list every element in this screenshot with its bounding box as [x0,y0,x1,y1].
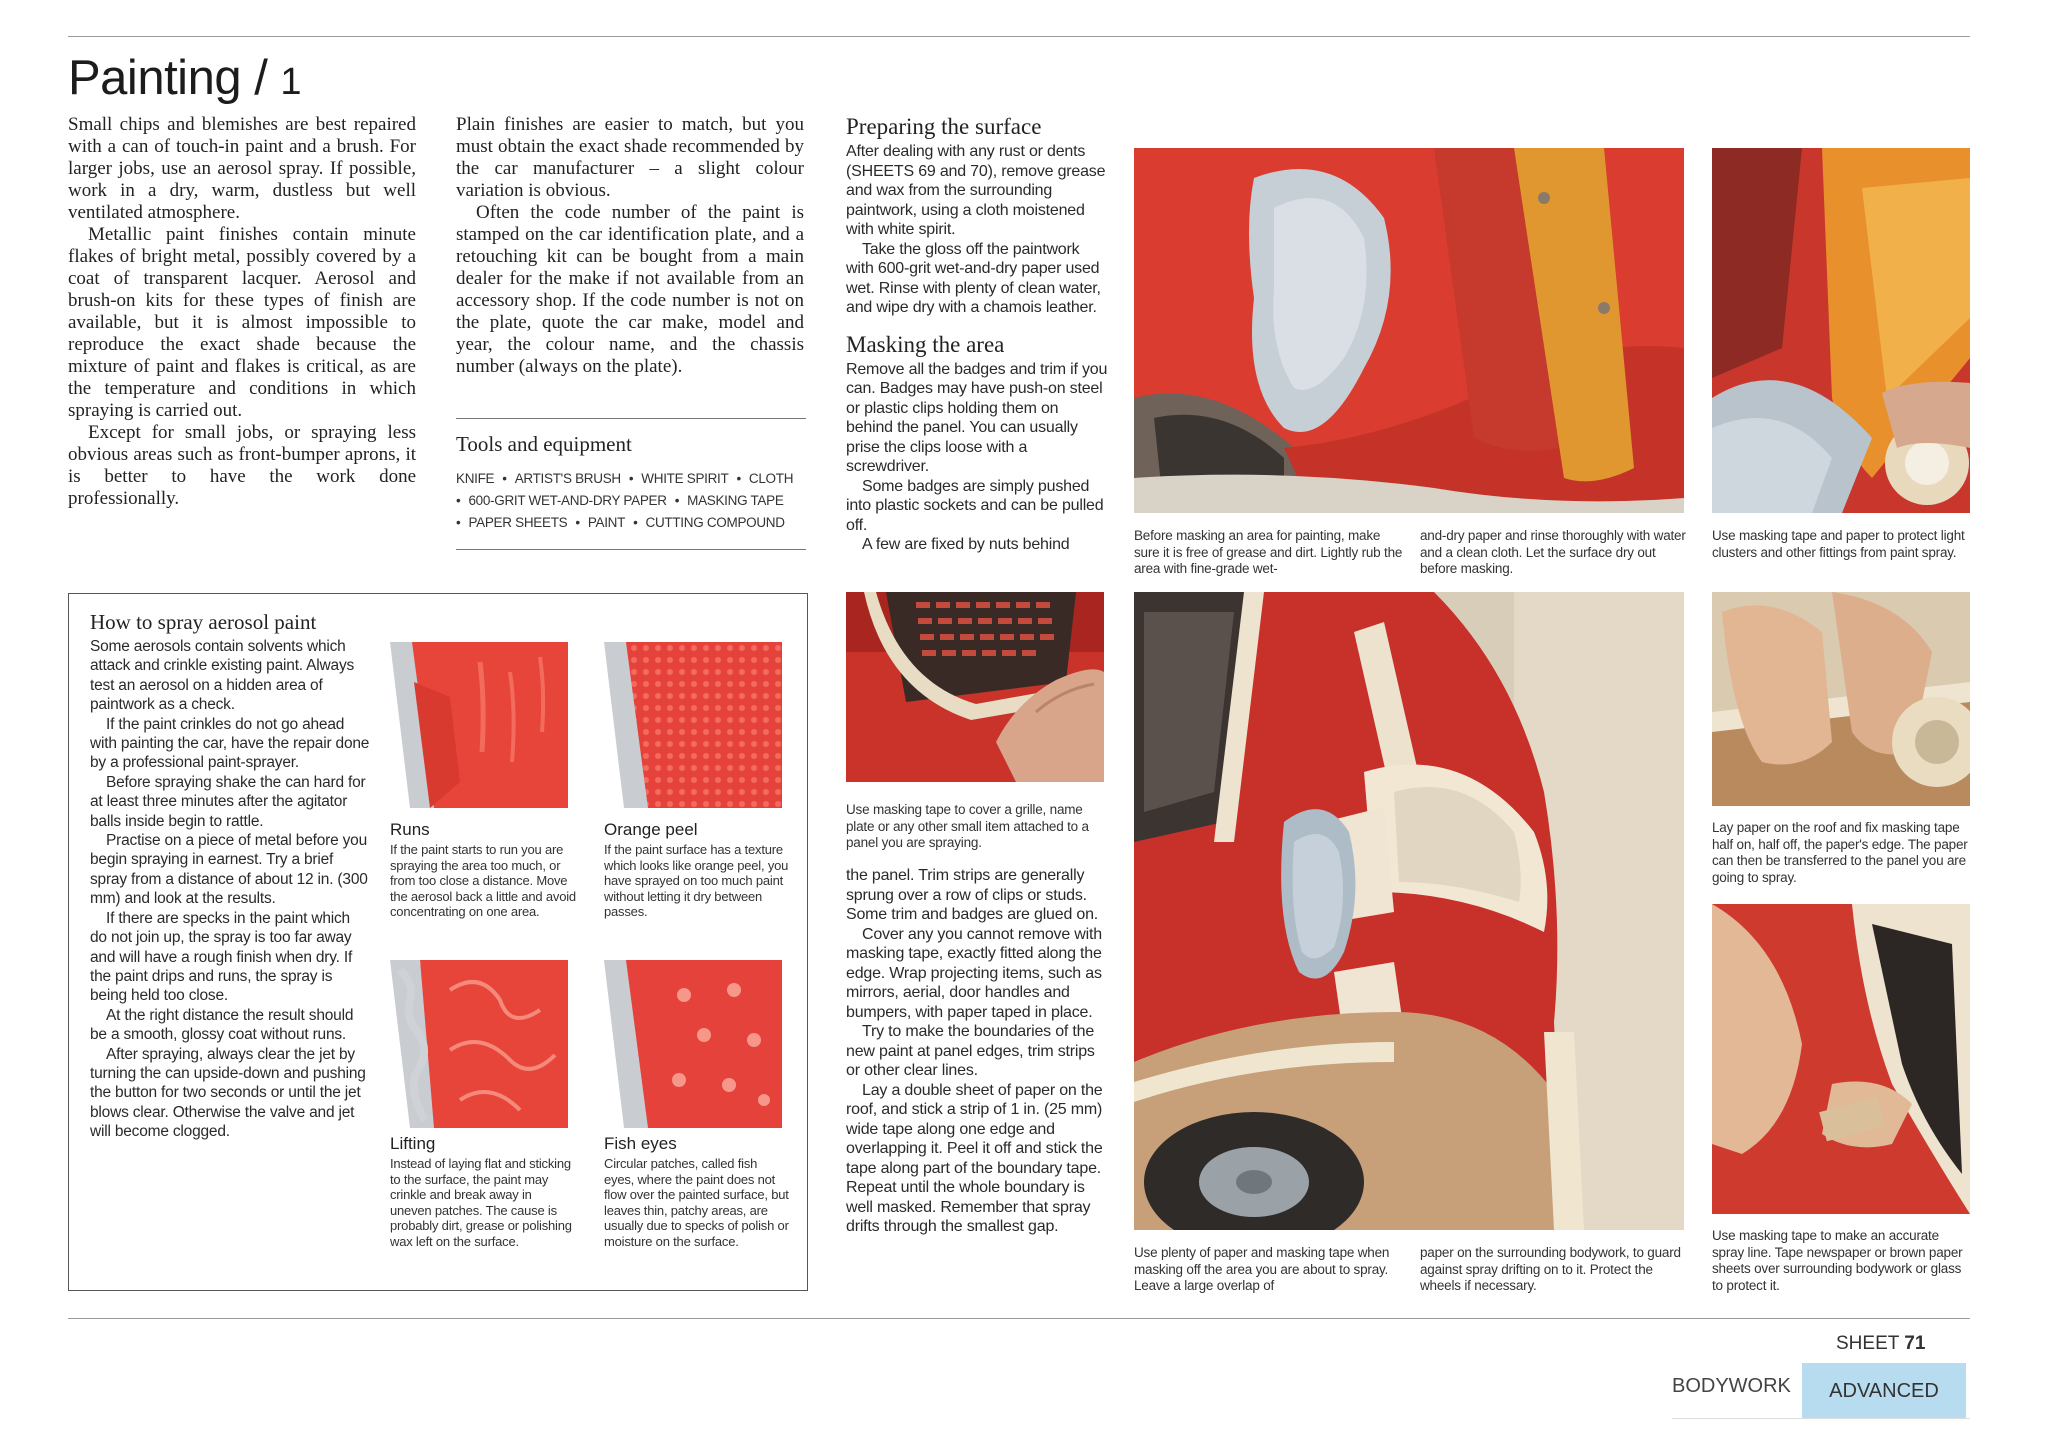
fault-runs [390,820,576,920]
masking-heading: Masking the area [846,331,1005,357]
bottom-rule [68,1318,1970,1319]
wing-caption-part1: Before masking an area for painting, make sure it is free of grease and dirt. Lightly rub the area with fine-grade wet- [1134,528,1403,576]
fault-orange-peel [604,820,790,920]
plain-finishes-text: Plain finishes are easier to match, but you must obtain the exact shade recommended by the car manufacturer – a slight colour variation is obvious. Often the code number of the paint is stamped on the car identification plate, and a retouching kit can be bought from a main dealer for the make if not available from an accessory shop. If the code number is not on the plate, quote the car make, model and year, the colour name, and the chassis number (always on the plate). [456,114,804,377]
aerosol-heading: How to spray aerosol paint [90,610,317,634]
prepared-wing-photo [1134,148,1684,513]
intro-text: Small chips and blemishes are best repaired with a can of touch-in paint and a brush. For larger jobs, use an aerosol spray. If possible, work in a dry, warm, dustless but well ventilated atmosphere. Metallic paint finishes contain minute flakes of bright metal, possibly covered by a coat of transparent lacquer. Aerosol and brush-on kits for these types of finish are available, but it is almost impossible to reproduce the exact shade because the mixture of paint and flakes is critical, as are the temperature and conditions in which spraying is carried out. Except for small jobs, or spraying less obvious areas such as front-bumper aprons, it is better to have the work done professionally. [68,114,416,509]
fault-lifting-title: Lifting [390,1134,436,1153]
spray-line-photo [1712,904,1970,1214]
lifting-swatch [390,960,568,1128]
tools-list: KNIFE • ARTIST'S BRUSH • WHITE SPIRIT • CLOTH • 600-GRIT WET-AND-DRY PAPER • MASKING TAPE • PAPER SHEETS • PAINT • CUTTING COMPOUND [456,471,794,530]
fault-runs-text: If the paint starts to run you are spraying the area too much, or from too close a distance. Move the aerosol back a little and avoid concentrating on one area. [390,842,576,919]
tools-rule-bottom [456,549,806,550]
footer-rule [1672,1418,1970,1419]
fault-fish-eyes-title: Fish eyes [604,1134,677,1153]
fault-orange-peel-text: If the paint surface has a texture which looks like orange peel, you have sprayed on too much paint without letting it dry between passes. [604,842,789,919]
grille-masking-photo [846,592,1104,782]
aerosol-text: How to spray aerosol paint Some aerosols contain solvents which attack and crinkle existing paint. Always test an aerosol on a hidden area of paintwork as a check. If the paint crinkles do not go ahead with painting the car, have the repair done by a professional paint-sprayer. Before spraying shake the can hard for at least three minutes after the agitator balls inside begin to rattle. Practise on a piece of metal before you begin spraying in earnest. Try a brief spray from a distance of about 12 in. (300 mm) and look at the results. If there are specks in the paint which do not join up, the spray is too far away and will have a rough finish when dry. If the paint drips and runs, the spray is being held too close. At the right distance the result should be a smooth, glossy coat without runs. After spraying, always clear the jet by turning the can upside-down and pushing the button for two seconds or until the jet blows clear. Otherwise the valve and jet will become clogged. [90,610,370,1141]
runs-swatch [390,642,568,808]
masked-car-caption-part1: Use plenty of paper and masking tape when masking off the area you are about to spray. Leave a large overlap of [1134,1245,1390,1293]
light-cluster-caption: Use masking tape and paper to protect light clusters and other fittings from paint spray. [1712,528,1965,560]
roof-paper-photo [1712,592,1970,806]
preparing-heading: Preparing the surface [846,114,1042,139]
fault-lifting-text: Instead of laying flat and sticking to the surface, the paint may crinkle and break away in uneven patches. The cause is probably dirt, grease or polishing wax left on the surface. [390,1156,572,1249]
masked-car-caption-part2: paper on the surrounding bodywork, to guard against spray drifting on to it. Protect the wheels if necessary. [1420,1245,1681,1293]
fish-eyes-swatch [604,960,782,1128]
spray-line-caption: Use masking tape to make an accurate spray line. Tape newspaper or brown paper sheets over surrounding bodywork or glass to protect it. [1712,1228,1963,1293]
light-cluster-photo [1712,148,1970,513]
tools-heading: Tools and equipment [456,432,632,456]
grille-caption: Use masking tape to cover a grille, name plate or any other small item attached to a panel you are spraying. [846,802,1089,850]
fault-lifting [390,1134,576,1249]
roof-paper-caption: Lay paper on the roof and fix masking tape half on, half off, the paper's edge. The paper can then be transferred to the panel you are going to spray. [1712,820,1968,885]
masked-car-photo [1134,592,1684,1230]
fault-fish-eyes [604,1134,790,1249]
wing-caption-part2: and-dry paper and rinse thoroughly with water and a clean cloth. Let the surface dry out before masking. [1420,528,1686,576]
level-badge: ADVANCED [1802,1363,1966,1419]
sheet-number: SHEET 71 [1836,1333,1926,1354]
tools-rule-top [456,418,806,419]
masking-continued-text: the panel. Trim strips are generally sprung over a row of clips or studs. Some trim and badges are glued on. Cover any you cannot remove with masking tape, exactly fitted along the edge. Wrap projecting items, such as mirrors, aerial, door handles and bumpers, with paper taped in place. Try to make the boundaries of the new paint at panel edges, trim strips or other clear lines. Lay a double sheet of paper on the roof, and stick a strip of 1 in. (25 mm) wide tape along one edge and overlapping it. Peel it off and stick the tape along part of the boundary tape. Repeat until the whole boundary is well masked. Remember that spray drifts through the smallest gap. [846,867,1103,1235]
top-rule [68,36,1970,37]
fault-fish-eyes-text: Circular patches, called fish eyes, where the paint does not flow over the painted surface, but leaves thin, patchy areas, are usually due to specks of polish or moisture on the surface. [604,1156,789,1249]
section-label: BODYWORK [1672,1375,1791,1397]
fault-orange-peel-title: Orange peel [604,820,698,839]
preparing-section: Preparing the surface After dealing with any rust or dents (SHEETS 69 and 70), remove grease and wax from the surrounding paintwork, using a cloth moistened with white spirit. Take the gloss off the paintwork with 600-grit wet-and-dry paper used wet. Rinse with plenty of clean water, and wipe dry with a chamois leather. Masking the area Remove all the badges and trim if you can. Badges may have push-on steel or plastic clips holding them on behind the panel. You can usually prise the clips loose with a screwdriver. Some badges are simply pushed into plastic sockets and can be pulled off. A few are fixed by nuts behind [846,114,1108,553]
fault-runs-title: Runs [390,820,430,839]
orange-peel-swatch [604,642,782,808]
page-title: Painting / 1 [68,51,302,105]
